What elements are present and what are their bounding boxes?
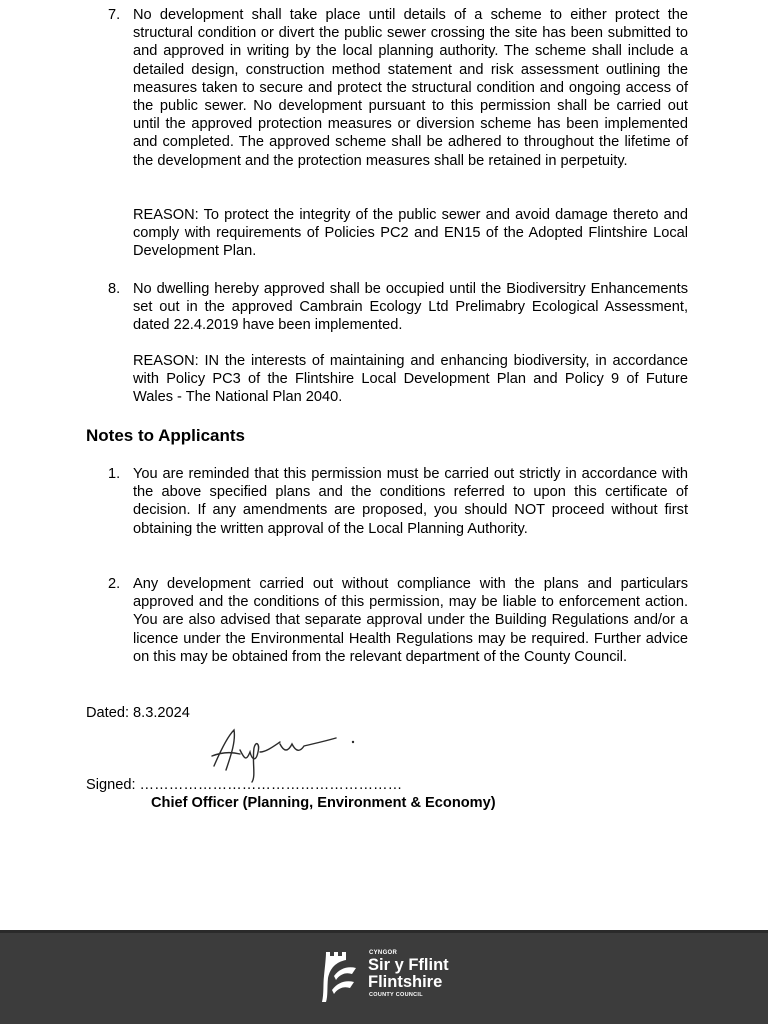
note-1 bbox=[108, 465, 688, 538]
footer-divider bbox=[0, 930, 768, 933]
logo-english-name: Flintshire bbox=[368, 973, 443, 991]
condition-text: No dwelling hereby approved shall be occupied until the Biodiversitry Enhancements set out in the approved Cambrain Ecology Ltd Prelimabry Ecological Assessment, dated 22.4.2019 have been implemented. bbox=[133, 281, 688, 334]
condition-7-reason: REASON: To protect the integrity of the public sewer and avoid damage thereto and comply with requirements of Policies PC2 and EN15 of the Adopted Flintshire Local Development Plan. bbox=[133, 207, 688, 260]
dated-line: Dated: 8.3.2024 bbox=[86, 705, 190, 721]
logo-welsh-name: Sir y Fflint bbox=[368, 956, 449, 974]
condition-7 bbox=[108, 6, 688, 170]
condition-8 bbox=[108, 280, 688, 335]
castle-emblem-icon bbox=[318, 948, 358, 1004]
note-text: You are reminded that this permission must be carried out strictly in accordance with the above specified plans and the conditions referred to upon this certificate of decision. If any amendments are proposed, you should NOT proceed without first obtaining the written approval of the Local Planning Authority. bbox=[133, 466, 688, 537]
condition-number: 7. bbox=[108, 7, 121, 23]
footer-band bbox=[0, 930, 768, 1024]
condition-text: No development shall take place until details of a scheme to either protect the structural condition or divert the public sewer crossing the site has been submitted to and approved in writing by the local planning authority. The scheme shall include a detailed design, construction method statement and risk assessment outlining the measures taken to secure and protect the structural condition and ongoing access of the public sewer. No development pursuant to this permission shall be carried out until the approved protection measures or diversion scheme has been implemented and completed. The approved scheme shall be adhered to throughout the lifetime of the development and the protection measures shall be retained in perpetuity. bbox=[133, 7, 688, 169]
signatory-title: Chief Officer (Planning, Environment & Economy) bbox=[151, 795, 496, 811]
note-text: Any development carried out without compliance with the plans and particulars approved and the conditions of this permission, may be liable to enforcement action. You are also advised that separate approval under the Building Regulations and/or a licence under the Environmental Health Regulations may be required. Further advice on this may be obtained from the relevant department of the County Council. bbox=[133, 576, 688, 665]
logo-bottom-text: COUNTY COUNCIL bbox=[369, 992, 423, 998]
note-number: 1. bbox=[108, 466, 121, 482]
notes-heading: Notes to Applicants bbox=[86, 426, 245, 445]
condition-8-reason: REASON: IN the interests of maintaining and enhancing biodiversity, in accordance with Policy PC3 of the Flintshire Local Development Plan and Policy 9 of Future Wales - The National Plan 2040. bbox=[133, 353, 688, 406]
condition-number: 8. bbox=[108, 281, 121, 297]
note-2 bbox=[108, 575, 688, 666]
logo-top-text: CYNGOR bbox=[369, 950, 398, 956]
handwritten-signature bbox=[200, 722, 370, 784]
signed-line: Signed: ……………………………………………… bbox=[86, 777, 403, 793]
note-number: 2. bbox=[108, 576, 121, 592]
flintshire-logo bbox=[318, 944, 478, 1014]
